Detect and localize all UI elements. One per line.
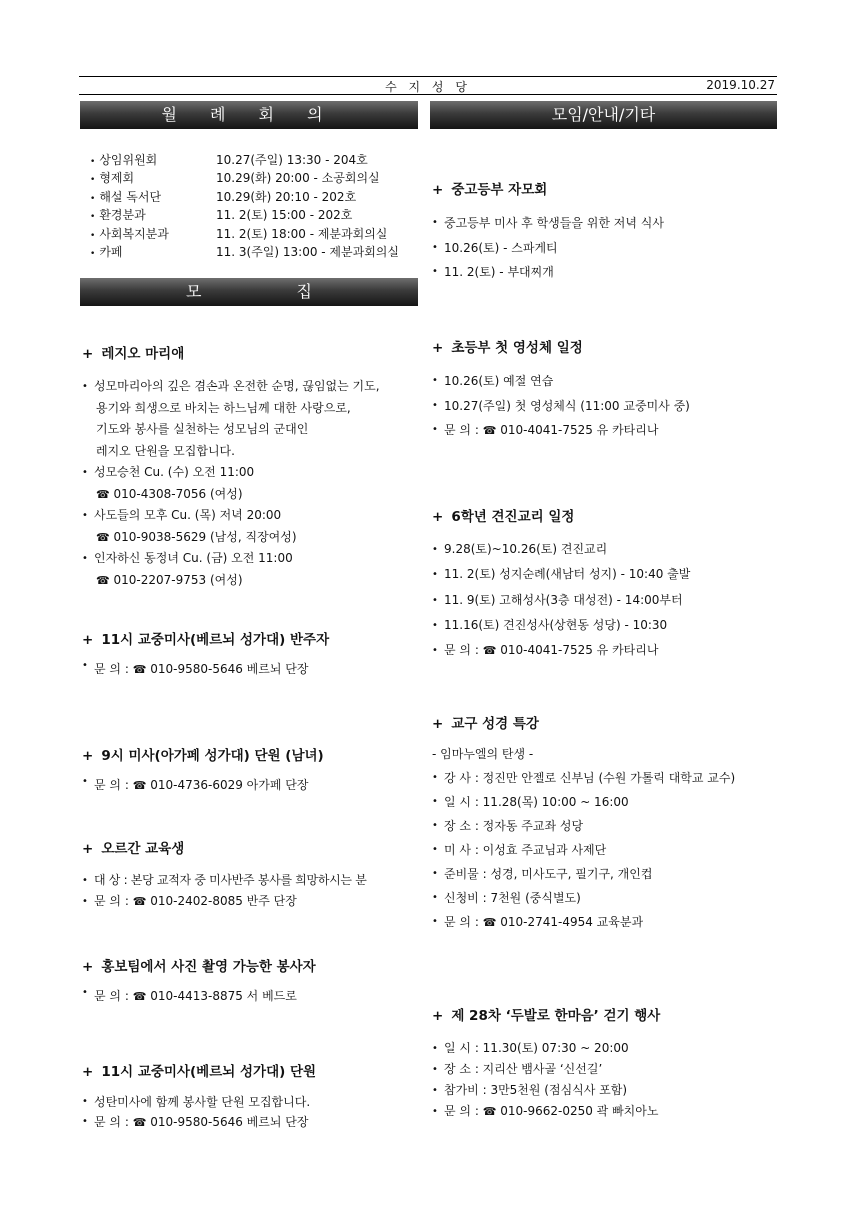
group-name: 사도들의 모후 Cu. (목) 저녁 20:00: [94, 508, 282, 522]
meetings-table: [90, 150, 399, 261]
heading-text: 교구 성경 특강: [451, 716, 539, 732]
phone-number: 010-4041-7525 유 카타리나: [500, 643, 659, 658]
phone-icon: ☎: [132, 779, 147, 792]
phone-icon: ☎: [96, 487, 110, 501]
meeting-time: 10.29(화) 20:10 - 202호: [216, 189, 357, 204]
list-item: [432, 862, 777, 886]
item-text: 중고등부 미사 후 학생들을 위한 저녁 식사: [444, 216, 664, 230]
phone-line: [82, 527, 422, 549]
youth-section: [432, 178, 777, 285]
item-text: 11.16(토) 견진성사(상현동 성당) - 10:30: [444, 617, 668, 632]
list-item: [82, 548, 422, 570]
group-name: 인자하신 동정녀 Cu. (금) 오전 11:00: [94, 551, 293, 565]
phone-icon: ☎: [96, 573, 110, 587]
choir9-section: [82, 744, 422, 793]
inquiry-label: 문 의 :: [444, 643, 479, 658]
list-item: [432, 638, 777, 663]
phone-icon: ☎: [132, 895, 147, 908]
list-item: [432, 562, 777, 587]
phone-number: 010-9580-5646 베르뇌 단장: [150, 662, 309, 676]
phone-number: 010-4041-7525 유 카타리나: [500, 423, 659, 437]
section-heading: [82, 1060, 422, 1080]
list-item: [432, 1059, 777, 1080]
list-item: [82, 987, 422, 1004]
inquiry-label: 문 의 :: [444, 1104, 479, 1118]
meeting-row: [90, 150, 399, 169]
plus-icon: +: [432, 509, 444, 525]
list-item: [432, 814, 777, 838]
phone-icon: ☎: [482, 1105, 497, 1118]
section-heading: [432, 1004, 777, 1024]
item-text: 장 소 : 지리산 뱀사골 ‘신선길’: [444, 1062, 603, 1076]
gatherings-banner: 모임/안내/기타: [430, 101, 777, 129]
item-text: 10.26(토) 예절 연습: [444, 374, 554, 388]
phone-number: 010-9580-5646 베르뇌 단장: [150, 1115, 309, 1129]
inquiry-label: 문 의 :: [444, 423, 479, 437]
meeting-name: • 카페: [90, 243, 216, 262]
section-heading: [82, 837, 427, 857]
desc-line: 레지오 단원을 모집합니다.: [96, 443, 235, 458]
accompanist-section: [82, 628, 422, 677]
item-text: 11. 2(토) 성지순례(새남터 성지) - 10:40 출발: [444, 567, 691, 582]
meeting-row: [90, 243, 399, 262]
phone-number: 010-2741-4954 교육분과: [500, 915, 644, 929]
list-item: [82, 891, 427, 912]
legio-section: [82, 342, 422, 591]
item-text: 9.28(토)~10.26(토) 견진교리: [444, 542, 608, 556]
item-text: 일 시 : 11.28(목) 10:00 ~ 16:00: [444, 795, 629, 809]
section-heading: [432, 178, 777, 198]
list-item: [432, 260, 777, 285]
heading-text: 제 28차 ‘두발로 한마음’ 걷기 행사: [451, 1008, 661, 1024]
heading-text: 초등부 첫 영성체 일정: [451, 340, 583, 356]
target-text: 본당 교적자 중 미사반주 봉사를 희망하시는 분: [130, 873, 367, 887]
plus-icon: +: [82, 748, 94, 764]
phone-line: [82, 484, 422, 506]
choir11-section: [82, 1060, 422, 1133]
meeting-name: • 환경분과: [90, 206, 216, 225]
item-text: 강 사 : 정진만 안젤로 신부님 (수원 가톨릭 대학교 교수): [444, 771, 736, 785]
walk-section: [432, 1004, 777, 1122]
item-text: 장 소 : 정자동 주교좌 성당: [444, 819, 584, 833]
phone-icon: ☎: [132, 663, 147, 676]
list-item: [82, 505, 422, 527]
heading-text: 홍보팀에서 사진 촬영 가능한 봉사자: [101, 959, 316, 975]
item-text: 참가비 : 3만5천원 (점심식사 포함): [444, 1083, 628, 1097]
list-item: [82, 660, 422, 677]
phone-number: 010-2207-9753 (여성): [113, 572, 243, 587]
meeting-name: • 해설 독서단: [90, 187, 216, 206]
item-text: 10.26(토) - 스파게티: [444, 240, 558, 255]
heading-text: 6학년 견진교리 일정: [451, 509, 575, 525]
organ-section: [82, 837, 427, 912]
meeting-time: 11. 3(주일) 13:00 - 제분과회의실: [216, 245, 399, 260]
plus-icon: +: [432, 1008, 444, 1024]
phone-number: 010-4413-8875 서 베드로: [150, 989, 297, 1003]
list-item: [432, 394, 777, 419]
phone-number: 010-9662-0250 곽 빠치아노: [500, 1104, 659, 1118]
meeting-name: • 형제회: [90, 169, 216, 188]
item-text: 일 시 : 11.30(토) 07:30 ~ 20:00: [444, 1041, 629, 1055]
desc-line: 성모마리아의 깊은 겸손과 온전한 순명, 끊임없는 기도,: [94, 379, 380, 393]
section-heading: [82, 955, 422, 975]
list-item: [432, 1038, 777, 1059]
meeting-name: • 사회복지분과: [90, 224, 216, 243]
desc-line: 용기와 희생으로 바치는 하느님께 대한 사랑으로,: [96, 400, 351, 415]
communion-section: [432, 336, 777, 444]
phone-number: 010-2402-8085 반주 단장: [150, 894, 297, 908]
list-item: [432, 236, 777, 261]
heading-text: 레지오 마리애: [101, 346, 185, 362]
heading-text: 11시 교중미사(베르뇌 성가대) 반주자: [101, 632, 330, 648]
meeting-time: 11. 2(토) 18:00 - 제분과회의실: [216, 226, 388, 241]
plus-icon: +: [82, 841, 94, 857]
monthly-meetings-banner: 월 례 회 의: [80, 101, 418, 129]
phone-icon: ☎: [482, 424, 497, 437]
item-text: 10.27(주일) 첫 영성체식 (11:00 교중미사 중): [444, 398, 690, 413]
list-item: [432, 537, 777, 562]
section-heading: [82, 744, 422, 764]
list-item: [432, 369, 777, 394]
plus-icon: +: [82, 959, 94, 975]
bulletin-date: 2019.10.27: [706, 78, 775, 92]
phone-icon: ☎: [132, 990, 147, 1003]
meeting-time: 11. 2(토) 15:00 - 202호: [216, 208, 353, 223]
inquiry-label: 문 의 :: [94, 1115, 129, 1129]
item-text: 미 사 : 이성효 주교님과 사제단: [444, 843, 607, 857]
list-item: [432, 418, 777, 444]
item-text: 11. 2(토) - 부대찌개: [444, 265, 554, 279]
heading-text: 11시 교중미사(베르뇌 성가대) 단원: [101, 1064, 317, 1080]
meeting-time: 10.27(주일) 13:30 - 204호: [216, 152, 368, 167]
confirmation-section: [432, 505, 777, 663]
inquiry-label: 문 의 :: [94, 778, 129, 792]
inquiry-label: 문 의 :: [94, 989, 129, 1003]
meeting-row: [90, 169, 399, 188]
list-item: [82, 462, 422, 484]
list-item: [432, 588, 777, 613]
section-heading: [432, 505, 777, 525]
heading-text: 중고등부 자모회: [451, 182, 548, 198]
bible-section: [432, 712, 777, 935]
list-item: [82, 870, 427, 891]
phone-icon: ☎: [96, 530, 110, 544]
photo-section: [82, 955, 422, 1004]
lecture-subtitle: - 임마누엘의 탄생 -: [432, 747, 534, 761]
phone-line: [82, 570, 422, 592]
phone-number: 010-9038-5629 (남성, 직장여성): [113, 529, 297, 544]
section-heading: [82, 342, 422, 362]
list-item: [432, 1080, 777, 1101]
list-item: [82, 376, 422, 398]
inquiry-label: 문 의 :: [94, 894, 129, 908]
list-item: [432, 790, 777, 814]
item-text: 11. 9(토) 고해성사(3층 대성전) - 14:00부터: [444, 592, 683, 607]
target-label: 대 상 :: [94, 873, 128, 887]
parish-title: 수 지 성 당: [385, 80, 471, 94]
list-item: [432, 910, 777, 935]
plus-icon: +: [82, 346, 94, 362]
meeting-row: [90, 187, 399, 206]
section-heading: [82, 628, 422, 648]
item-text: 준비물 : 성경, 미사도구, 필기구, 개인컵: [444, 867, 653, 881]
meeting-row: [90, 224, 399, 243]
phone-icon: ☎: [482, 916, 497, 929]
list-item: [82, 776, 422, 793]
phone-icon: ☎: [482, 644, 497, 658]
inquiry-label: 문 의 :: [444, 915, 479, 929]
group-name: 성모승천 Cu. (수) 오전 11:00: [94, 465, 255, 479]
meeting-time: 10.29(화) 20:00 - 소공회의실: [216, 171, 380, 186]
section-heading: [432, 712, 777, 732]
heading-text: 오르간 교육생: [101, 841, 185, 857]
phone-number: 010-4308-7056 (여성): [113, 486, 243, 501]
section-heading: [432, 336, 777, 356]
meeting-name: • 상임위원회: [90, 150, 216, 169]
list-item: [432, 613, 777, 638]
meeting-row: [90, 206, 399, 225]
list-item: [432, 886, 777, 910]
list-item: [82, 1112, 422, 1133]
list-item: [432, 211, 777, 236]
item-text: 신청비 : 7천원 (중식별도): [444, 891, 581, 905]
inquiry-label: 문 의 :: [94, 662, 129, 676]
desc-line: 기도와 봉사를 실천하는 성모님의 군대인: [96, 422, 309, 436]
list-item: [432, 766, 777, 790]
phone-number: 010-4736-6029 아가페 단장: [150, 778, 309, 792]
list-item: [432, 1101, 777, 1122]
recruitment-banner: 모 집: [80, 278, 418, 306]
phone-icon: ☎: [132, 1116, 147, 1129]
plus-icon: +: [82, 1064, 94, 1080]
plus-icon: +: [432, 716, 444, 732]
plus-icon: +: [432, 182, 444, 198]
heading-text: 9시 미사(아가페 성가대) 단원 (남녀): [101, 748, 324, 764]
plus-icon: +: [82, 632, 94, 648]
list-item: [82, 1092, 422, 1112]
notice-text: 성탄미사에 함께 봉사할 단원 모집합니다.: [94, 1095, 311, 1109]
header-bar: [79, 76, 777, 95]
plus-icon: +: [432, 340, 444, 356]
list-item: [432, 838, 777, 862]
